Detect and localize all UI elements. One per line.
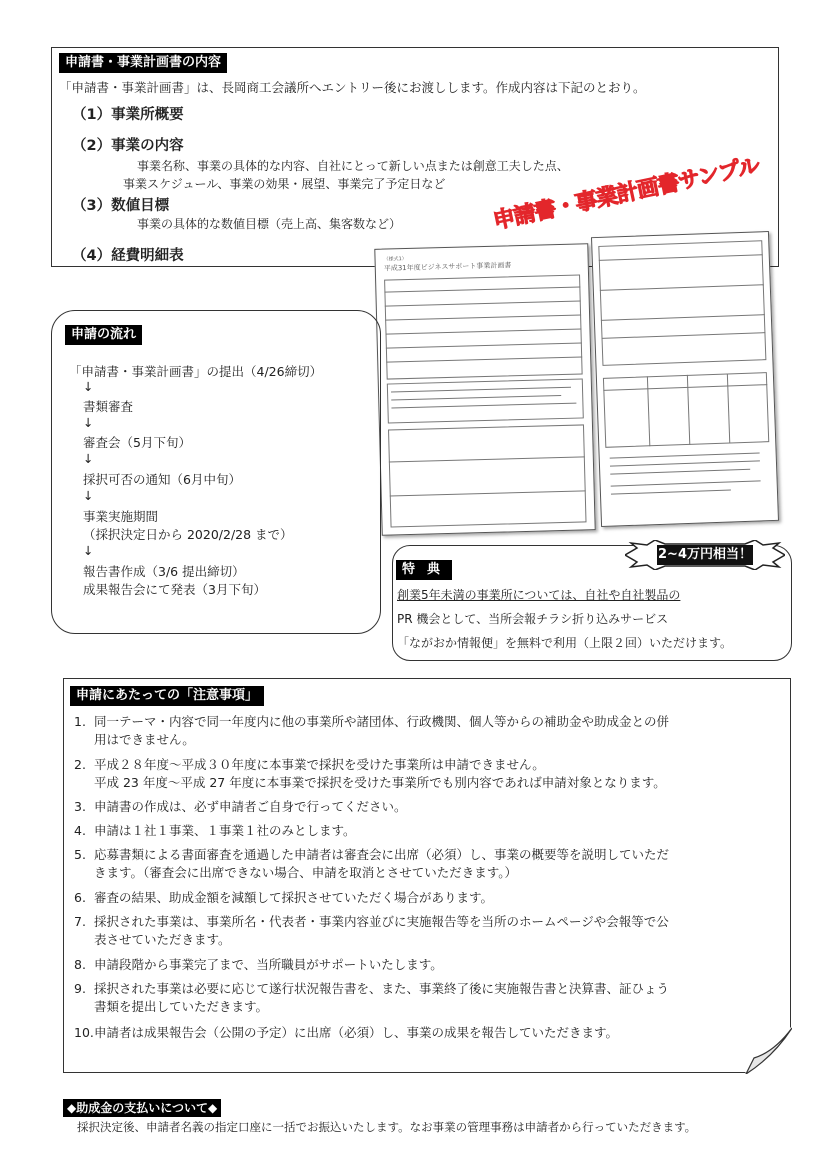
- flow-step-screening: 審査会（5月下旬）: [83, 435, 191, 450]
- sample-page-left: （様式1） 平成31年度ビジネスサポート事業計画書: [374, 243, 595, 536]
- flow-arrow: ↓: [83, 415, 94, 430]
- flow-arrow: ↓: [83, 451, 94, 466]
- flow-arrow: ↓: [83, 543, 94, 558]
- benefits-line-1: 創業5年未満の事業所については、自社や自社製品の: [397, 588, 681, 602]
- flow-arrow: ↓: [83, 379, 94, 394]
- sample-page-right: [591, 231, 779, 527]
- flow-step-document-review: 書類審査: [83, 399, 134, 414]
- sample-document-image: [378, 222, 778, 542]
- item-business-overview: （1）事業所概要: [72, 107, 184, 123]
- detail-numeric-targets: 事業の具体的な数値目標（売上高、集客数など）: [137, 217, 402, 231]
- item-numeric-targets: （3）数値目標: [72, 198, 170, 214]
- value-badge: [625, 540, 785, 570]
- cautions-header: 申請にあたっての「注意事項」: [70, 686, 264, 706]
- benefits-header: 特典: [396, 560, 452, 580]
- flow-step-report: 報告書作成（3/6 提出締切）: [83, 564, 245, 579]
- flow-arrow: ↓: [83, 488, 94, 503]
- detail-business-content-2: 事業スケジュール、事業の効果・展望、事業完了予定日など: [123, 177, 446, 191]
- flow-step-implementation: 事業実施期間: [83, 509, 159, 524]
- page-curl-decoration: [744, 1026, 792, 1074]
- sample-title: 申請書・事業計画書サンプル: [491, 153, 762, 235]
- badge-text: 2~4万円相当！: [658, 547, 752, 562]
- caution-item: 8. 申請段階から事業完了まで、当所職員がサポートいたします。: [74, 957, 443, 972]
- caution-item: 2. 平成２８年度～平成３０年度に本事業で採択を受けた事業所は申請できません。 平成 23 年度～平成 27 年度に本事業で採択を受けた事業所でも別内容であれば申請対象となります。: [74, 757, 666, 790]
- caution-item: 5. 応募書類による書面審査を通過した申請者は審査会に出席（必須）し、事業の概要等を説明していただ きます。（審査会に出席できない場合、申請を取消とさせていただきます。）: [74, 847, 670, 880]
- payment-header: ◆助成金の支払いについて◆: [63, 1099, 221, 1117]
- flow-step-submit: 「申請書・事業計画書」の提出（4/26締切）: [69, 364, 323, 379]
- caution-item: 10.申請者は成果報告会（公開の予定）に出席（必須）し、事業の成果を報告していただきます。: [74, 1025, 619, 1040]
- payment-body: 採択決定後、申請者名義の指定口座に一括でお振込いたします。なお事業の管理事務は申請者から行っていただきます。: [77, 1120, 697, 1134]
- detail-business-content-1: 事業名称、事業の具体的な内容、自社にとって新しい点または創意工夫した点、: [137, 159, 569, 173]
- caution-item: 3. 申請書の作成は、必ず申請者ご自身で行ってください。: [74, 799, 407, 814]
- item-expense-table: （4）経費明細表: [72, 248, 184, 264]
- benefits-line-2: PR 機会として、当所会報チラシ折り込みサービス: [397, 612, 669, 626]
- section-header: 申請書・事業計画書の内容: [59, 53, 227, 73]
- sample-left-heading: 平成31年度ビジネスサポート事業計画書: [383, 261, 512, 273]
- cautions-box: [63, 678, 791, 1073]
- caution-item: 1. 同一テーマ・内容で同一年度内に他の事業所や諸団体、行政機関、個人等からの補助金や助成金との併 用はできません。: [74, 714, 670, 747]
- flow-header: 申請の流れ: [65, 325, 142, 345]
- benefits-line-3: 「ながおか情報便」を無料で利用（上限２回）いただけます。: [397, 636, 733, 650]
- flow-step-presentation: 成果報告会にて発表（3月下旬）: [83, 582, 266, 597]
- flow-step-implementation-period: （採択決定日から 2020/2/28 まで）: [83, 527, 293, 542]
- application-flow-box: [51, 310, 381, 634]
- caution-item: 7. 採択された事業は、事業所名・代表者・事業内容並びに実施報告等を当所のホームページや会報等で公 表させていただきます。: [74, 914, 669, 947]
- flow-step-notification: 採択可否の通知（6月中旬）: [83, 472, 241, 487]
- caution-item: 4. 申請は１社１事業、１事業１社のみとします。: [74, 823, 356, 838]
- item-business-content: （2）事業の内容: [72, 138, 184, 154]
- caution-item: 6. 審査の結果、助成金額を減額して採択させていただく場合があります。: [74, 890, 494, 905]
- intro-text: 「申請書・事業計画書」は、長岡商工会議所へエントリー後にお渡しします。作成内容は下記のとおり。: [59, 80, 646, 95]
- caution-item: 9. 採択された事業は必要に応じて遂行状況報告書を、また、事業終了後に実施報告書と決算書、証ひょう 書類を提出していただきます。: [74, 981, 670, 1014]
